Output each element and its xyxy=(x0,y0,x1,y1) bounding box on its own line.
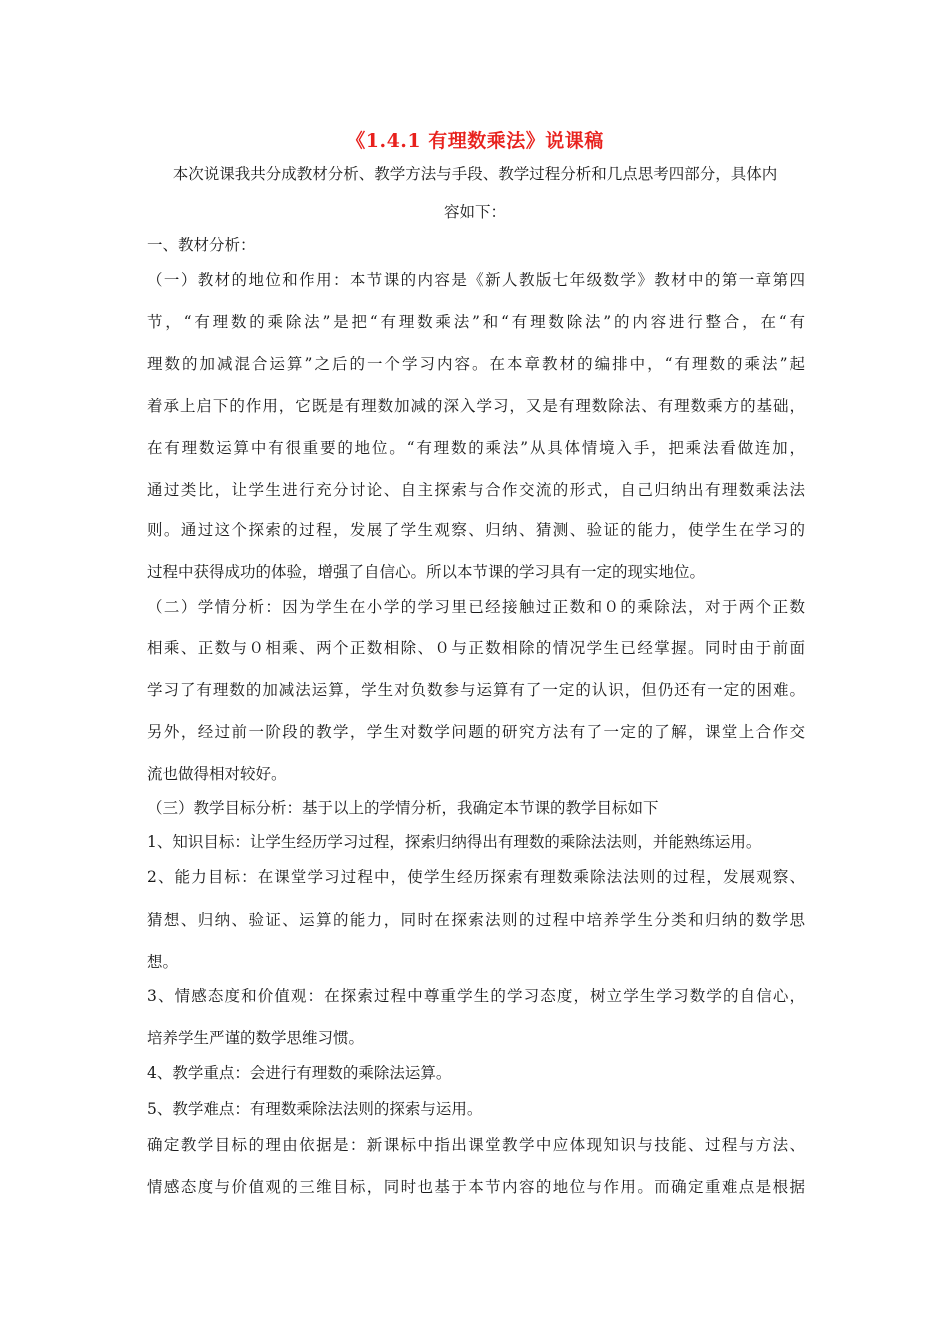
list-item: 4、教学重点：会进行有理数的乘除法运算。 xyxy=(147,1064,452,1082)
paragraph-line: 理数的加减混合运算”之后的一个学习内容。在本章教材的编排中，“有理数的乘法”起 xyxy=(147,355,805,373)
paragraph-line: 情感态度与价值观的三维目标，同时也基于本节内容的地位与作用。而确定重难点是根据 xyxy=(147,1178,805,1196)
paragraph-line: 另外，经过前一阶段的教学，学生对数学问题的研究方法有了一定的了解，课堂上合作交 xyxy=(147,723,805,741)
paragraph-line: 流也做得相对较好。 xyxy=(147,765,287,783)
paragraph-line: 想。 xyxy=(147,953,179,971)
paragraph-line: 过程中获得成功的体验，增强了自信心。所以本节课的学习具有一定的现实地位。 xyxy=(147,563,706,581)
list-item: 3、情感态度和价值观：在探索过程中尊重学生的学习态度，树立学生学习数学的自信心， xyxy=(147,987,805,1005)
intro-line: 本次说课我共分成教材分析、教学方法与手段、教学过程分析和几点思考四部分，具体内 xyxy=(172,165,778,183)
paragraph-line: 通过类比，让学生进行充分讨论、自主探索与合作交流的形式，自己归纳出有理数乘法法 xyxy=(147,481,805,499)
paragraph-line: 着承上启下的作用，它既是有理数加减的深入学习，又是有理数除法、有理数乘方的基础， xyxy=(147,397,805,415)
section-heading: 一、教材分析： xyxy=(147,236,256,254)
list-item: 5、教学难点：有理数乘除法法则的探索与运用。 xyxy=(147,1100,483,1118)
document-title: 《1.4.1 有理数乘法》说课稿 xyxy=(346,130,604,152)
paragraph-line: （一）教材的地位和作用：本节课的内容是《新人教版七年级数学》教材中的第一章第四 xyxy=(147,271,805,289)
paragraph-line: 相乘、正数与０相乘、两个正数相除、０与正数相除的情况学生已经掌握。同时由于前面 xyxy=(147,639,805,657)
list-item: 1、知识目标：让学生经历学习过程，探索归纳得出有理数的乘除法法则，并能熟练运用。 xyxy=(147,833,762,851)
paragraph-line: 确定教学目标的理由依据是：新课标中指出课堂教学中应体现知识与技能、过程与方法、 xyxy=(147,1136,805,1154)
paragraph-line: （三）教学目标分析：基于以上的学情分析，我确定本节课的教学目标如下 xyxy=(147,799,659,817)
paragraph-line: 猜想、归纳、验证、运算的能力，同时在探索法则的过程中培养学生分类和归纳的数学思 xyxy=(147,911,805,929)
list-item: 2、能力目标：在课堂学习过程中，使学生经历探索有理数乘除法法则的过程，发展观察、 xyxy=(147,868,805,886)
paragraph-line: 学习了有理数的加减法运算，学生对负数参与运算有了一定的认识，但仍还有一定的困难。 xyxy=(147,681,805,699)
paragraph-line: 培养学生严谨的数学思维习惯。 xyxy=(147,1029,365,1047)
paragraph-line: 则。通过这个探索的过程，发展了学生观察、归纳、猜测、验证的能力，使学生在学习的 xyxy=(147,521,805,539)
paragraph-line: 在有理数运算中有很重要的地位。“有理数的乘法”从具体情境入手，把乘法看做连加， xyxy=(147,439,805,457)
intro-line: 容如下： xyxy=(443,203,506,221)
paragraph-line: 节，“有理数的乘除法”是把“有理数乘法”和“有理数除法”的内容进行整合，在“有 xyxy=(147,313,805,331)
paragraph-line: （二）学情分析：因为学生在小学的学习里已经接触过正数和０的乘除法，对于两个正数 xyxy=(147,598,805,616)
